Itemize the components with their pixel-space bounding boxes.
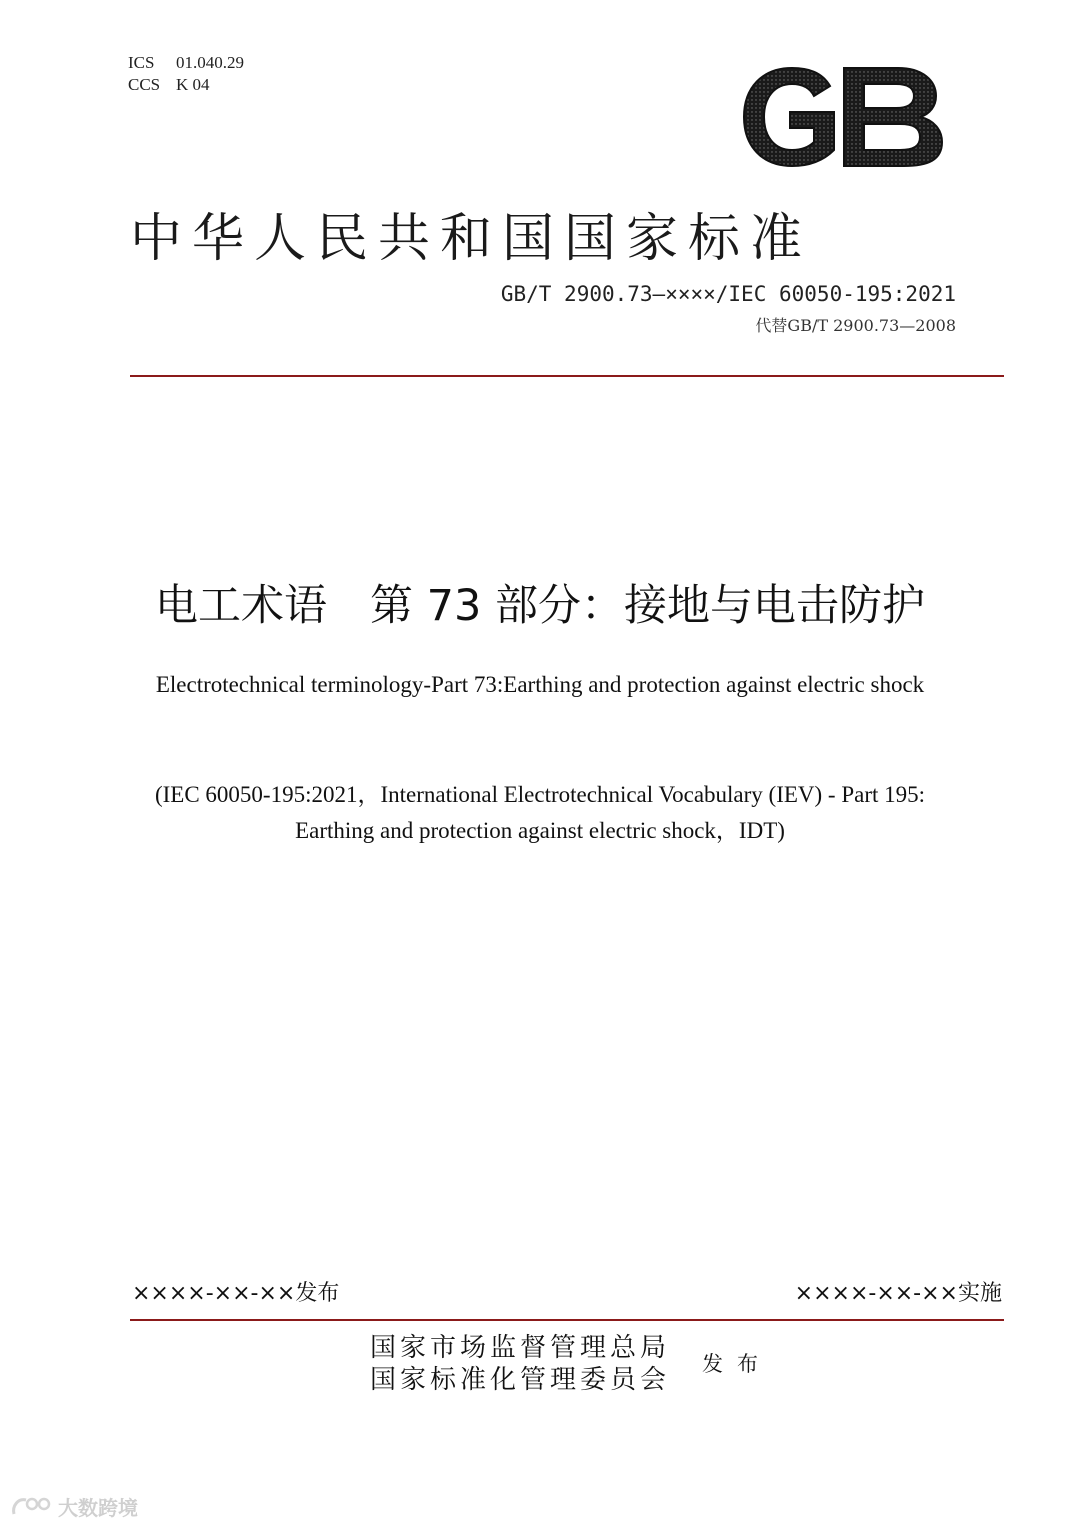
replaces-standard: 代替GB/T 2900.73—2008: [755, 316, 956, 335]
ccs-label: CCS: [128, 75, 161, 94]
issuer-1: 国家市场监督管理总局: [370, 1333, 671, 1363]
iec-reference-line2: Earthing and protection against electric shock，IDT): [295, 818, 785, 843]
issued-label: 发布: [702, 1352, 772, 1376]
watermark-text: 大数跨境: [58, 1496, 138, 1520]
watermark-logo-icon: [10, 1494, 54, 1520]
issue-date: ××××-××-××发布: [132, 1281, 340, 1306]
ics-value: 01.040.29: [176, 53, 244, 72]
title-english: Electrotechnical terminology-Part 73:Earthing and protection against electric shock: [155, 672, 925, 697]
top-divider: [130, 375, 1004, 377]
gb-logo: [738, 62, 946, 172]
ics-label: ICS: [128, 53, 155, 72]
iec-reference-line1: (IEC 60050-195:2021，International Electrotechnical Vocabulary (IEV) - Part 195:: [154, 782, 926, 807]
standard-number: GB/T 2900.73—××××/IEC 60050-195:2021: [500, 282, 956, 306]
issuing-authorities: [370, 1332, 670, 1396]
ccs-value: K 04: [176, 75, 210, 94]
ics-row: [128, 52, 244, 74]
classification-codes: [128, 52, 244, 96]
national-standard-title: 中华人民共和国国家标准: [130, 209, 813, 269]
ccs-row: [128, 74, 244, 96]
issuer-2: 国家标准化管理委员会: [370, 1365, 671, 1395]
iec-reference: [0, 777, 1080, 849]
watermark: [10, 1492, 138, 1521]
bottom-divider: [130, 1319, 1004, 1321]
implementation-date: ××××-××-××实施: [794, 1281, 1002, 1306]
title-chinese: 电工术语 第 73 部分：接地与电击防护: [154, 581, 926, 631]
